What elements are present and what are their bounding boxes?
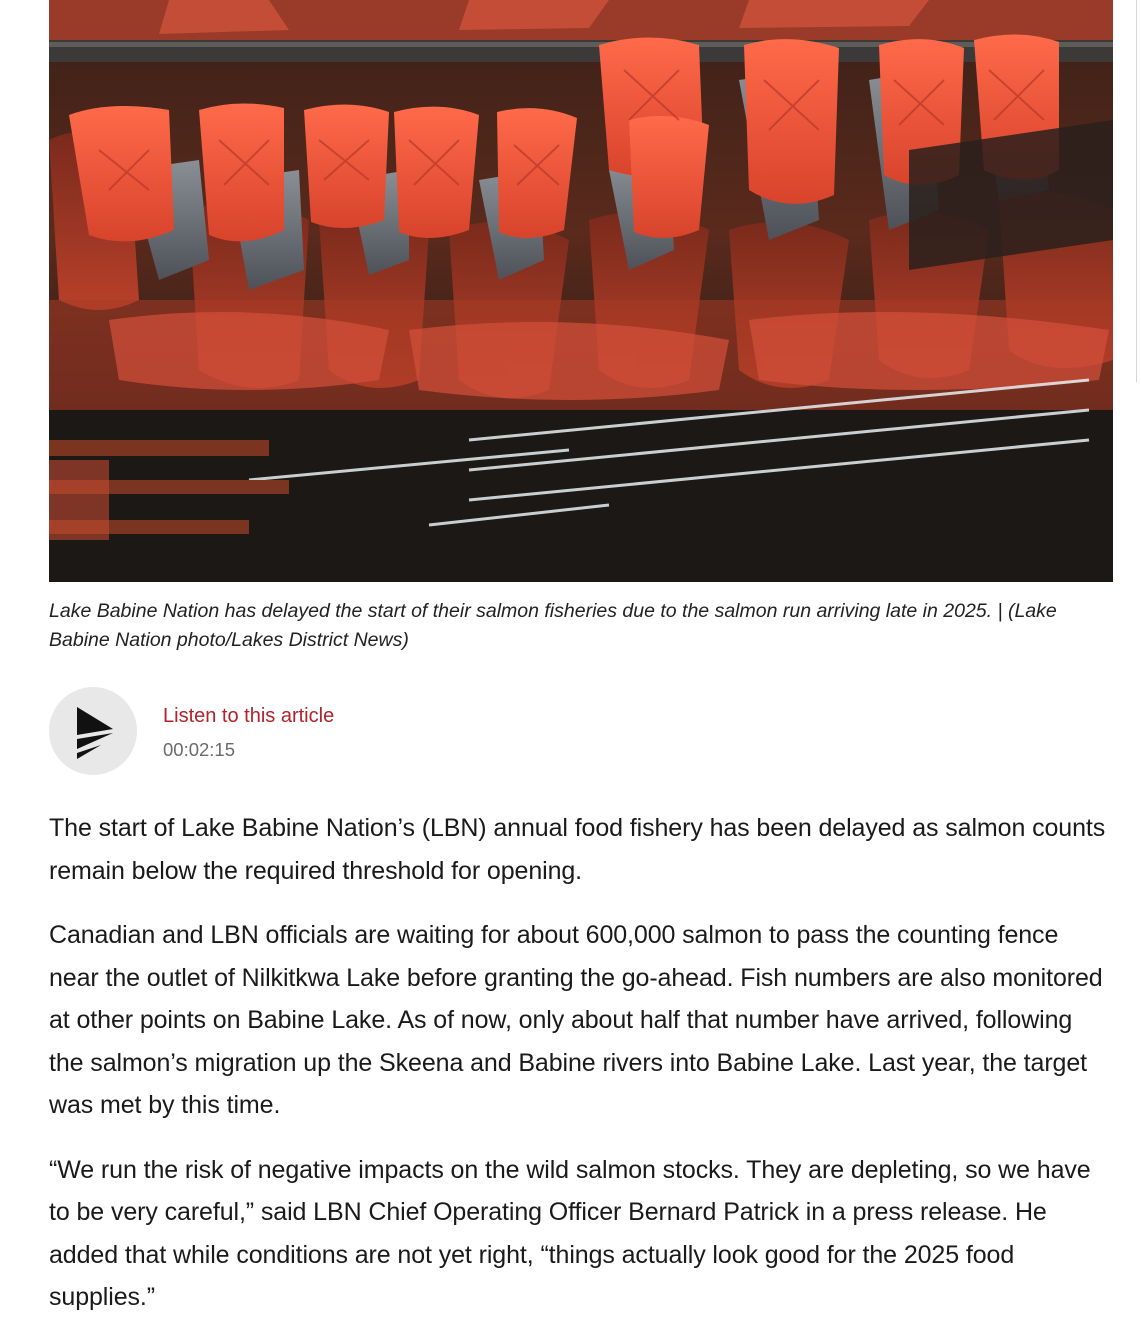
article-paragraph-3: “We run the risk of negative impacts on the wild salmon stocks. They are depleting, so we have to be very careful,” said LBN Chief Operating Officer Bernard Patrick in a press release. He added that while conditions are not yet right, “things actually look good for the 2025 food supplies.” bbox=[49, 1155, 1091, 1311]
salmon-smokehouse-illustration bbox=[49, 0, 1113, 582]
audio-play-button[interactable] bbox=[49, 687, 137, 775]
article-body bbox=[49, 807, 1113, 1319]
audio-player bbox=[49, 687, 1113, 777]
photo-caption: Lake Babine Nation has delayed the start of their salmon fisheries due to the salmon run arriving late in 2025. | (Lake Babine Nation photo/Lakes District News) bbox=[49, 600, 1057, 651]
audio-play-icon bbox=[75, 705, 115, 759]
hero-photo bbox=[49, 0, 1113, 582]
audio-duration: 00:02:15 bbox=[163, 739, 236, 760]
article-paragraph-1: The start of Lake Babine Nation’s (LBN) annual food fishery has been delayed as salmon counts remain below the required threshold for opening. bbox=[49, 814, 1106, 885]
listen-to-article-link[interactable]: Listen to this article bbox=[163, 705, 335, 727]
right-rail-divider bbox=[1136, 0, 1141, 382]
article bbox=[49, 0, 1113, 1341]
article-paragraph-2: Canadian and LBN officials are waiting for about 600,000 salmon to pass the counting fence near the outlet of Nilkitkwa Lake before granting the go-ahead. Fish numbers are also monitored at other points on Babine Lake. As of now, only about half that number have arrived, following the salmon’s migration up the Skeena and Babine rivers into Babine Lake. Last year, the target was met by this time. bbox=[49, 921, 1103, 1119]
